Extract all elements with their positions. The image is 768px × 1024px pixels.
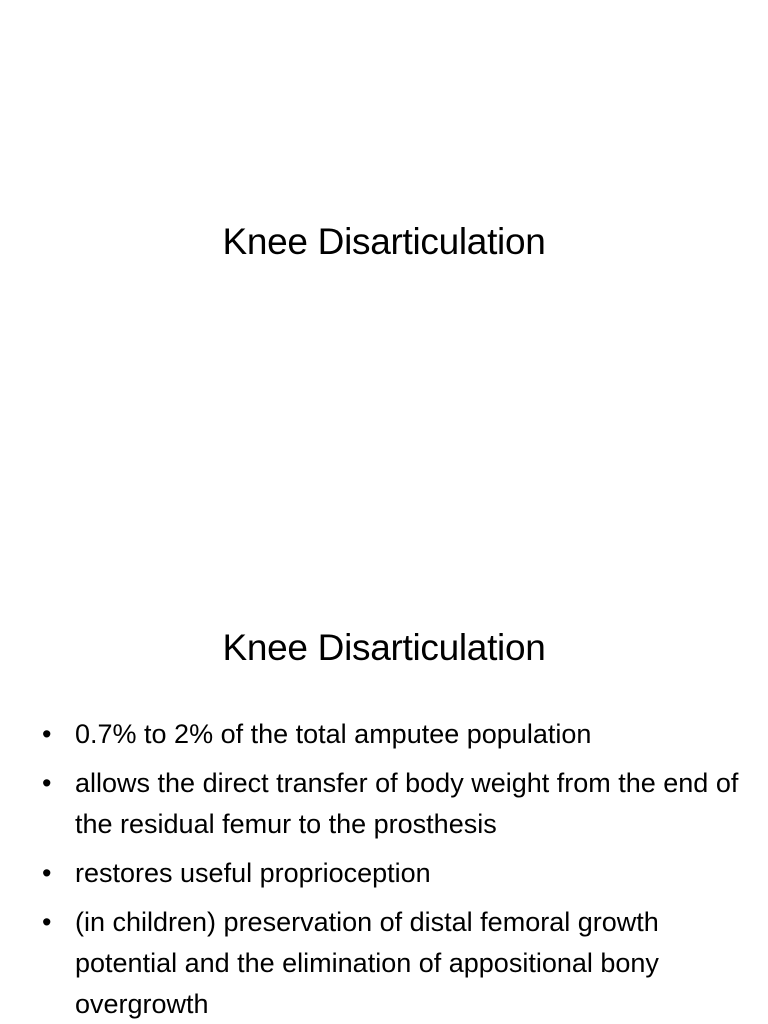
- bullet-dot-icon: •: [42, 858, 52, 888]
- bullet-item: [42, 714, 752, 755]
- bullet-item: [42, 853, 752, 894]
- bullet-text: allows the direct transfer of body weight from the end of the residual femur to the prosthesis: [75, 768, 739, 839]
- bullet-dot-icon: •: [42, 719, 52, 749]
- slide-title: Knee Disarticulation: [222, 221, 546, 262]
- slide-title: Knee Disarticulation: [222, 627, 546, 668]
- bullet-text: restores useful proprioception: [75, 858, 431, 888]
- bullet-text: (in children) preservation of distal femoral growth potential and the elimination of appositional bony overgrowth: [75, 907, 659, 1019]
- bullet-dot-icon: •: [42, 907, 52, 937]
- bullet-item: [42, 902, 752, 1024]
- bullet-item: [42, 763, 752, 845]
- bullet-text: 0.7% to 2% of the total amputee population: [75, 719, 592, 749]
- bullet-list: [42, 714, 752, 1024]
- bullet-dot-icon: •: [42, 768, 52, 798]
- content-slide: [0, 512, 768, 1024]
